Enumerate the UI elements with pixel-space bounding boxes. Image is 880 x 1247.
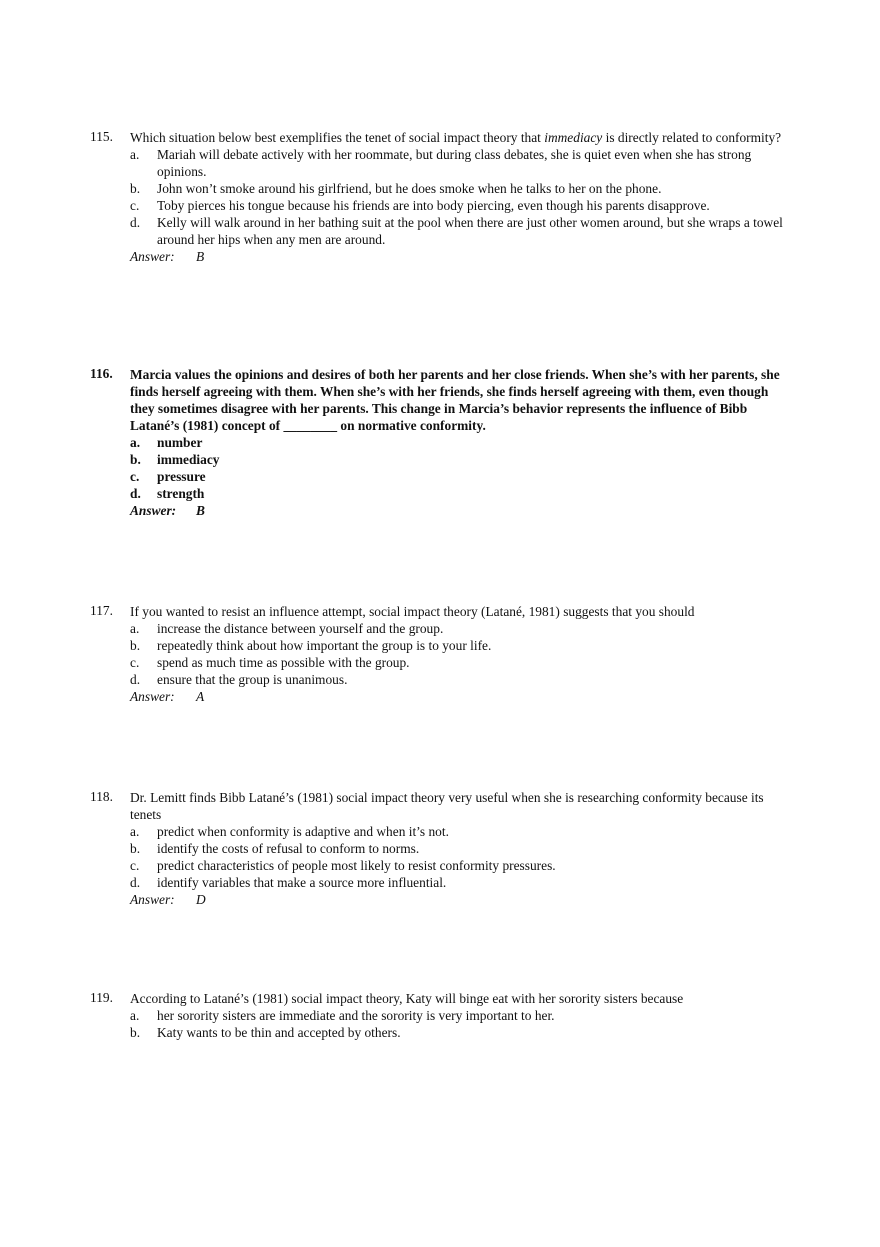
option-letter: b.: [130, 181, 141, 196]
options-list: [130, 620, 790, 688]
question-text: Marcia values the opinions and desires of both her parents and her close friends. When she’s with her parents, she finds herself agreeing with them. When she’s with her friends, she finds herself agreeing with them, even though they sometimes disagree with her parents. This change in Marcia’s behavior represents the influence of Bibb Latané’s (1981) concept of ________ on normative conformity.: [130, 367, 780, 433]
option-c: [130, 857, 790, 874]
question-number: 119.: [90, 990, 113, 1005]
options-list: [130, 146, 790, 248]
option-letter: a.: [130, 147, 140, 162]
options-list: [130, 434, 790, 502]
option-letter: c.: [130, 655, 140, 670]
option-letter: a.: [130, 435, 141, 450]
option-text: immediacy: [157, 452, 220, 467]
option-letter: a.: [130, 621, 140, 636]
option-a: [130, 1007, 790, 1024]
answer-key: [130, 248, 790, 265]
option-text: Toby pierces his tongue because his friends are into body piercing, even though his parents disapprove.: [157, 198, 710, 213]
question-stem: [90, 366, 790, 434]
option-letter: a.: [130, 824, 140, 839]
question-stem: [90, 789, 790, 823]
answer-label: Answer:: [130, 249, 175, 264]
option-text: strength: [157, 486, 205, 501]
option-letter: b.: [130, 638, 141, 653]
option-letter: c.: [130, 858, 140, 873]
option-letter: c.: [130, 198, 140, 213]
option-text: Katy wants to be thin and accepted by others.: [157, 1025, 401, 1040]
question-118: [90, 789, 790, 908]
answer-value: B: [196, 503, 205, 518]
option-b: [130, 451, 790, 468]
answer-key: [130, 891, 790, 908]
option-text: Kelly will walk around in her bathing suit at the pool when there are just other women around, but she wraps a towel around her hips when any men are around.: [157, 215, 783, 247]
option-d: [130, 214, 790, 248]
option-b: [130, 840, 790, 857]
question-119: [90, 990, 790, 1041]
option-b: [130, 180, 790, 197]
options-list: [130, 823, 790, 891]
option-letter: c.: [130, 469, 140, 484]
question-115: [90, 129, 790, 265]
option-c: [130, 197, 790, 214]
option-text: predict characteristics of people most likely to resist conformity pressures.: [157, 858, 556, 873]
option-letter: d.: [130, 672, 141, 687]
question-number: 115.: [90, 129, 113, 144]
option-letter: a.: [130, 1008, 140, 1023]
answer-value: A: [196, 689, 205, 704]
option-text: identify variables that make a source more influential.: [157, 875, 447, 890]
option-letter: d.: [130, 215, 141, 230]
option-letter: b.: [130, 452, 141, 467]
option-text: number: [157, 435, 203, 450]
option-a: [130, 434, 790, 451]
question-stem: [90, 990, 790, 1007]
option-text: increase the distance between yourself and the group.: [157, 621, 444, 636]
options-list: [130, 1007, 790, 1041]
answer-key: [130, 688, 790, 705]
answer-key: [130, 502, 790, 519]
question-number: 117.: [90, 603, 113, 618]
option-a: [130, 146, 790, 180]
option-text: Mariah will debate actively with her roommate, but during class debates, she is quiet even when she has strong opinions.: [157, 147, 752, 179]
emphasis-term: immediacy: [544, 130, 603, 145]
question-text: If you wanted to resist an influence attempt, social impact theory (Latané, 1981) suggests that you should: [130, 604, 695, 619]
option-text: repeatedly think about how important the group is to your life.: [157, 638, 492, 653]
question-stem: [90, 129, 790, 146]
question-117: [90, 603, 790, 705]
option-d: [130, 874, 790, 891]
option-letter: b.: [130, 1025, 141, 1040]
option-c: [130, 468, 790, 485]
answer-value: B: [196, 249, 205, 264]
option-a: [130, 620, 790, 637]
answer-label: Answer:: [130, 892, 175, 907]
question-number: 116.: [90, 366, 113, 381]
option-b: [130, 1024, 790, 1041]
answer-label: Answer:: [130, 503, 177, 518]
option-text: John won’t smoke around his girlfriend, but he does smoke when he talks to her on the phone.: [157, 181, 662, 196]
question-text: Which situation below best exemplifies the tenet of social impact theory that immediacy is directly related to conformity?: [130, 130, 782, 145]
answer-label: Answer:: [130, 689, 175, 704]
answer-value: D: [196, 892, 206, 907]
option-letter: b.: [130, 841, 141, 856]
option-text: pressure: [157, 469, 206, 484]
option-d: [130, 671, 790, 688]
option-letter: d.: [130, 875, 141, 890]
question-stem: [90, 603, 790, 620]
option-c: [130, 654, 790, 671]
option-text: her sorority sisters are immediate and the sorority is very important to her.: [157, 1008, 555, 1023]
option-text: spend as much time as possible with the group.: [157, 655, 410, 670]
option-a: [130, 823, 790, 840]
option-d: [130, 485, 790, 502]
option-b: [130, 637, 790, 654]
option-text: identify the costs of refusal to conform to norms.: [157, 841, 420, 856]
option-letter: d.: [130, 486, 141, 501]
option-text: predict when conformity is adaptive and when it’s not.: [157, 824, 449, 839]
question-116: [90, 366, 790, 519]
question-text: Dr. Lemitt finds Bibb Latané’s (1981) social impact theory very useful when she is researching conformity because its tenets: [130, 790, 764, 822]
question-number: 118.: [90, 789, 113, 804]
question-text: According to Latané’s (1981) social impact theory, Katy will binge eat with her sorority sisters because: [130, 991, 684, 1006]
option-text: ensure that the group is unanimous.: [157, 672, 348, 687]
